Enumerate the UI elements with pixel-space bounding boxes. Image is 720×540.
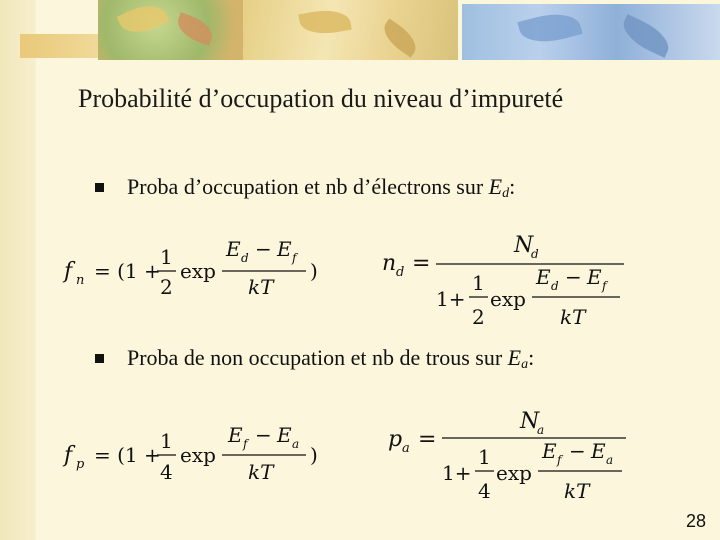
nd-num-sub2: f: [602, 279, 607, 293]
bullet-colon: :: [509, 174, 516, 199]
fn-num-sub1: d: [241, 251, 249, 265]
fp-num-e2: E: [277, 423, 292, 447]
nd-exp: exp: [490, 287, 526, 311]
energy-subscript: d: [502, 186, 510, 201]
bullet-colon: :: [528, 345, 535, 370]
bullet-label: Proba d’occupation et nb d’électrons sur: [127, 174, 489, 199]
pa-eq: =: [418, 427, 437, 452]
banner-panel: [462, 4, 720, 60]
bullet-square: [95, 183, 104, 192]
decorative-banner: [0, 0, 720, 62]
pa-top-sub: a: [537, 423, 545, 437]
fn-lhs: f: [64, 259, 73, 284]
pa-num-sub2: a: [606, 453, 614, 467]
fn-num-e1: E: [226, 237, 241, 261]
pa-coef-den: 4: [478, 479, 491, 503]
fn-coef-den: 2: [160, 275, 173, 299]
nd-coef-den: 2: [472, 305, 485, 329]
fp-lhs-sub: p: [76, 457, 85, 472]
fp-num-e1: E: [228, 423, 243, 447]
bullet-square: [95, 354, 104, 363]
left-border-band: [0, 0, 36, 540]
nd-num-sub1: d: [551, 279, 559, 293]
fp-num-minus: −: [255, 423, 272, 447]
pa-one-plus: 1+: [442, 461, 472, 485]
slide-number: 28: [685, 511, 706, 531]
formula-pa: [386, 402, 646, 512]
fp-close: ): [310, 443, 318, 467]
fn-coef-num: 1: [160, 245, 173, 269]
fn-den: kT: [248, 275, 274, 299]
nd-top-sub: d: [531, 247, 539, 261]
slide-title: Probabilité d’occupation du niveau d’impureté: [78, 84, 564, 113]
pa-num-minus: −: [569, 439, 586, 463]
energy-symbol: E: [507, 345, 522, 370]
fn-num-minus: −: [255, 237, 272, 261]
fp-den: kT: [248, 460, 274, 484]
fn-close: ): [310, 259, 318, 283]
pa-coef-num: 1: [478, 445, 491, 469]
nd-lhs-sub: d: [396, 265, 405, 280]
nd-num-minus: −: [565, 265, 582, 289]
energy-subscript: a: [521, 357, 529, 372]
nd-lhs: n: [382, 251, 397, 276]
nd-eq: =: [412, 251, 431, 276]
pa-top: N: [520, 409, 540, 434]
bullet-label: Proba de non occupation et nb de trous sur: [127, 345, 508, 370]
fp-exp: exp: [180, 443, 216, 467]
fp-coef-num: 1: [160, 429, 173, 453]
pa-num-e1: E: [542, 439, 557, 463]
pa-exp: exp: [496, 461, 532, 485]
nd-den: kT: [560, 305, 586, 329]
nd-coef-num: 1: [472, 271, 485, 295]
fp-num-sub1: f: [243, 437, 248, 451]
fn-eq: = (1 +: [94, 259, 161, 283]
banner-panel: [20, 34, 98, 58]
formula-nd: [380, 226, 650, 336]
nd-num-e1: E: [536, 265, 551, 289]
fn-lhs-sub: n: [76, 273, 85, 288]
fp-coef-den: 4: [160, 460, 173, 484]
nd-top: N: [514, 233, 534, 258]
bullet-text-occupation: [127, 174, 515, 202]
pa-lhs-sub: a: [402, 441, 410, 456]
pa-den: kT: [564, 479, 590, 503]
fp-eq: = (1 +: [94, 443, 161, 467]
nd-num-e2: E: [587, 265, 602, 289]
nd-one-plus: 1+: [436, 287, 466, 311]
fn-exp: exp: [180, 259, 216, 283]
fp-lhs: f: [64, 443, 73, 468]
formula-fp: [62, 418, 342, 498]
fn-num-sub2: f: [292, 251, 297, 265]
banner-panel: [243, 0, 458, 60]
fp-num-sub2: a: [292, 437, 300, 451]
bullet-text-non-occupation: [127, 345, 534, 373]
pa-lhs: p: [388, 427, 403, 452]
pa-num-e2: E: [591, 439, 606, 463]
formula-fn: [62, 228, 342, 308]
fn-num-e2: E: [277, 237, 292, 261]
banner-panel: [98, 0, 243, 60]
pa-num-sub1: f: [557, 453, 562, 467]
energy-symbol: E: [488, 174, 503, 199]
